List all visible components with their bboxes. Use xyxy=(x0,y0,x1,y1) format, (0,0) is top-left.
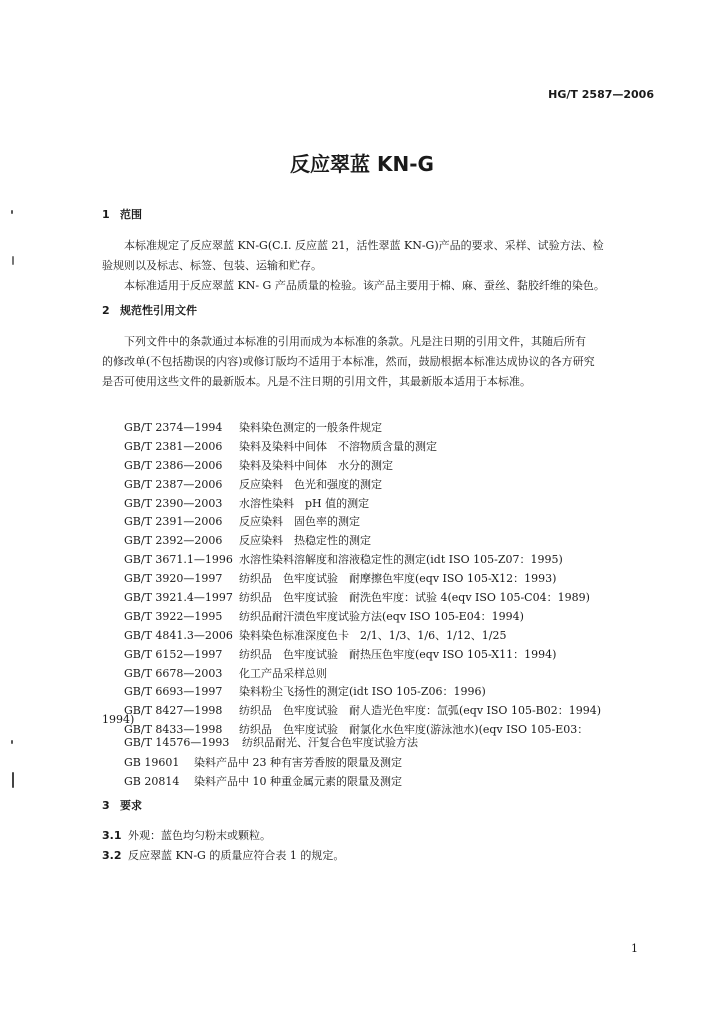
reference-item xyxy=(124,532,601,551)
reference-code: GB 20814 xyxy=(124,775,180,788)
reference-item xyxy=(124,457,601,476)
reference-title: 纺织品 色牢度试验 耐洗色牢度：试验 4(eqv ISO 105-C04：1989) xyxy=(239,591,590,605)
reference-title: 反应染料 热稳定性的测定 xyxy=(239,534,371,548)
reference-code: GB/T 6152—1997 xyxy=(124,647,223,661)
document-title: 反应翠蓝 KN-G xyxy=(290,152,434,176)
reference-code: GB/T 3671.1—1996 xyxy=(124,553,233,567)
section-3-number: 3 xyxy=(102,799,110,812)
reference-item xyxy=(124,702,601,721)
reference-title: 染料染色标准深度色卡 2/1、1/3、1/6、1/12、1/25 xyxy=(239,628,507,642)
reference-title: 纺织品耐光、汗复合色牢度试验方法 xyxy=(242,736,418,749)
reference-title: 染料产品中 23 种有害芳香胺的限量及测定 xyxy=(194,755,402,769)
reference-code: GB/T 2386—2006 xyxy=(124,458,223,472)
references-intro-line-2: 的修改单(不包括勘误的内容)或修订版均不适用于本标准，然而，鼓励根据本标准达成协议的各方研究 xyxy=(102,355,595,368)
reference-item xyxy=(124,513,601,532)
reference-code: GB/T 2391—2006 xyxy=(124,515,223,529)
requirement-item xyxy=(102,828,271,844)
reference-item xyxy=(124,589,601,608)
references-intro-line-1: 下列文件中的条款通过本标准的引用而成为本标准的条款。凡是注日期的引用文件，其随后所有 xyxy=(124,335,586,348)
reference-item xyxy=(124,683,601,702)
reference-title: 纺织品 色牢度试验 耐热压色牢度(eqv ISO 105-X11：1994) xyxy=(239,647,557,661)
reference-title: 纺织品 色牢度试验 耐氯化水色牢度(游泳池水)(eqv ISO 105-E03： xyxy=(239,723,589,737)
reference-code: GB/T 2374—1994 xyxy=(124,421,223,434)
reference-item xyxy=(124,733,418,753)
reference-item xyxy=(124,608,601,627)
reference-item xyxy=(124,438,601,457)
reference-title: 纺织品 色牢度试验 耐摩擦色牢度(eqv ISO 105-X12：1993) xyxy=(239,572,557,586)
requirement-item xyxy=(102,848,344,864)
section-1-heading xyxy=(102,207,142,223)
reference-list-continued xyxy=(124,733,418,792)
reference-item xyxy=(124,419,601,438)
requirement-text: 反应翠蓝 KN-G 的质量应符合表 1 的规定。 xyxy=(128,849,345,862)
scope-para-2: 本标准适用于反应翠蓝 KN- G 产品质量的检验。该产品主要用于棉、麻、蚕丝、黏胶纤维的染色。 xyxy=(124,279,605,292)
reference-code: GB/T 6678—2003 xyxy=(124,666,223,680)
requirement-number: 3.1 xyxy=(102,829,122,842)
reference-code: GB/T 14576—1993 xyxy=(124,736,230,749)
requirement-number: 3.2 xyxy=(102,849,122,862)
section-3-title: 要求 xyxy=(120,799,142,812)
reference-code: GB/T 2392—2006 xyxy=(124,534,223,548)
scan-speck xyxy=(11,740,13,744)
section-1-number: 1 xyxy=(102,208,110,221)
reference-code: GB/T 3921.4—1997 xyxy=(124,591,233,605)
scope-para-1-line-2: 验规则以及标志、标签、包装、运输和贮存。 xyxy=(102,259,322,272)
references-intro-line-3: 是否可使用这些文件的最新版本。凡是不注日期的引用文件，其最新版本适用于本标准。 xyxy=(102,375,531,388)
reference-item xyxy=(124,627,601,646)
reference-title: 水溶性染料溶解度和溶液稳定性的测定(idt ISO 105-Z07：1995) xyxy=(239,553,563,567)
section-1-title: 范围 xyxy=(120,208,142,221)
section-3-heading xyxy=(102,798,142,814)
reference-title: 纺织品 色牢度试验 耐人造光色牢度：氙弧(eqv ISO 105-B02：1994) xyxy=(239,704,602,718)
reference-item xyxy=(124,495,601,514)
scan-speck xyxy=(12,256,14,265)
page-number: 1 xyxy=(631,942,638,955)
reference-code: GB/T 3920—1997 xyxy=(124,572,223,586)
reference-title: 染料及染料中间体 水分的测定 xyxy=(239,458,393,472)
reference-title: 反应染料 色光和强度的测定 xyxy=(239,477,382,491)
reference-item xyxy=(124,665,601,684)
reference-code: GB 19601 xyxy=(124,755,180,769)
reference-title: 染料产品中 10 种重金属元素的限量及测定 xyxy=(194,775,402,788)
reference-code: GB/T 2390—2003 xyxy=(124,496,223,510)
reference-code: GB/T 8427—1998 xyxy=(124,704,223,718)
reference-item xyxy=(124,772,418,792)
scope-para-1-line-1: 本标准规定了反应翠蓝 KN-G(C.I. 反应蓝 21，活性翠蓝 KN-G)产品的要求、采样、试验方法、检 xyxy=(124,239,604,252)
reference-item xyxy=(124,570,601,589)
reference-title: 染料粉尘飞扬性的测定(idt ISO 105-Z06：1996) xyxy=(239,685,486,699)
reference-title: 水溶性染料 pH 值的测定 xyxy=(239,496,370,510)
reference-item xyxy=(124,753,418,773)
reference-title: 染料染色测定的一般条件规定 xyxy=(239,421,382,434)
reference-continuation: 1994) xyxy=(102,713,135,726)
reference-item xyxy=(124,646,601,665)
reference-code: GB/T 8433—1998 xyxy=(124,723,223,737)
reference-item xyxy=(124,476,601,495)
reference-list xyxy=(124,419,601,740)
requirement-text: 外观：蓝色均匀粉末或颗粒。 xyxy=(128,829,271,842)
reference-code: GB/T 3922—1995 xyxy=(124,609,223,623)
scan-speck xyxy=(11,210,13,214)
section-2-title: 规范性引用文件 xyxy=(120,304,197,317)
reference-code: GB/T 6693—1997 xyxy=(124,685,223,699)
section-2-heading xyxy=(102,303,197,319)
reference-title: 纺织品耐汗渍色牢度试验方法(eqv ISO 105-E04：1994) xyxy=(239,609,524,623)
reference-title: 染料及染料中间体 不溶物质含量的测定 xyxy=(239,439,437,453)
scan-speck xyxy=(12,772,14,788)
section-2-number: 2 xyxy=(102,304,110,317)
reference-item xyxy=(124,551,601,570)
reference-code: GB/T 2387—2006 xyxy=(124,477,223,491)
reference-code: GB/T 4841.3—2006 xyxy=(124,628,233,642)
reference-title: 反应染料 固色率的测定 xyxy=(239,515,360,529)
reference-title: 化工产品采样总则 xyxy=(239,666,327,680)
standard-code: HG/T 2587—2006 xyxy=(548,88,654,101)
reference-code: GB/T 2381—2006 xyxy=(124,439,223,453)
